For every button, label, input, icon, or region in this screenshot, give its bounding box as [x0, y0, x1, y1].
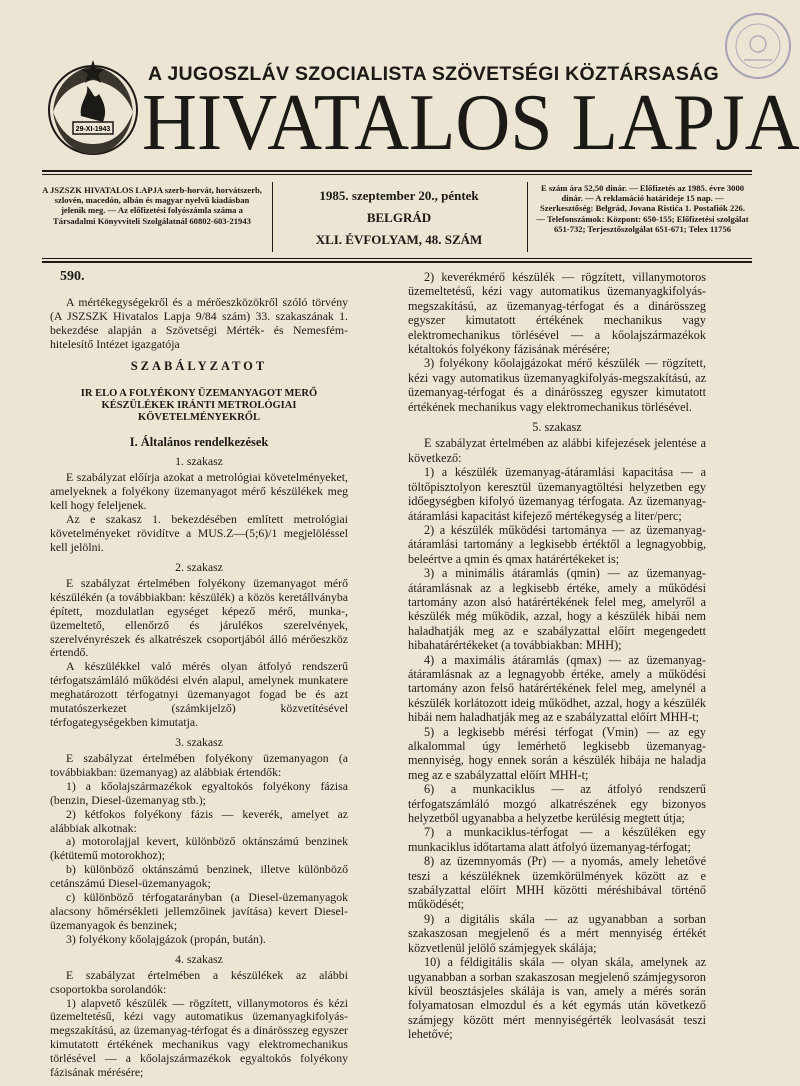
decree-number: 590. [60, 269, 85, 284]
crest-date: 29-XI-1943 [75, 126, 111, 133]
header-bottom-rule [42, 258, 752, 259]
paragraph: E szabályzat értelmében folyékony üzemanyagot mérő készülékén (a továbbiakban: készülék) a közös keretállványba épített, mozdulatlan egységet képező mérő, munka-, üzemeltető, ellenőrző és járulékos szerelvények, szerelvényrészek és alkatrészek csoportjából álló mérőeszköz értendő. [50, 575, 348, 660]
paragraph: E szabályzat értelmében az alábbi kifejezések jelentése a következő: [408, 436, 706, 465]
list-item: 1) a készülék üzemanyag-átáramlási kapacitása — a töltőpisztolyon keresztül üzemanyagtöltési helyzetben egy időegységben kifolyó üzemanyag térfogata. Az üzemanyag-átáramlási kapacitást kifejező mértékegység a liter/perc; [408, 465, 706, 523]
header-top-rule [42, 170, 752, 172]
left-column [50, 270, 348, 1080]
header-bottom-rule-thick [42, 261, 752, 263]
paragraph: A készülékkel való mérés olyan átfolyó rendszerű térfogatszámláló működési elvén alapul, amelynek munkatere meghatározott térfogatnyi üzemanyagot fogad be és azt mutatószerkezet (számkijelző) közvetítésével térfogategységekben kimutatja. [50, 659, 348, 730]
paragraph: Az e szakasz 1. bekezdésében említett metrológiai követelményeket rövidítve a MUS.Z—(5;6)/1 megjelöléssel kell jelölni. [50, 512, 348, 554]
header-divider [272, 182, 273, 252]
paragraph: A mértékegységekről és a mérőeszközökről szóló törvény (A JSZSZK Hivatalos Lapja 9/84 szám) 33. szakaszának 1. bekezdése alapján a Szövetségi Mérték- és Nemesfém-hitelesítő Intézet igazgatója [50, 294, 348, 351]
masthead-title: HIVATALOS LAPJA [142, 79, 800, 167]
issue-city: BELGRÁD [366, 210, 432, 225]
issue-date: 1985. szeptember 20., péntek [319, 188, 479, 203]
chapter-heading: I. Általános rendelkezések [129, 434, 269, 449]
section-heading: 1. szakasz [175, 454, 223, 469]
list-item: 5) a legkisebb mérési térfogat (Vmin) — az egy alkalommal úgy lemérhető legkisebb üzemanyag-mennyiség, hogy ennek során a készülék hibája ne haladja meg az e szabályzattal előírt MHH-t; [408, 724, 706, 782]
list-item: 8) az üzemnyomás (Pr) — a nyomás, amely lehetővé teszi a készüléknek üzemkörülmények között az e szabályzattal előírt MHH közötti méréshibával történő működését; [408, 854, 706, 912]
list-item: 3) folyékony kőolajgázokat mérő készülék — rögzített, kézi vagy automatikus üzemanyagkifolyás-megszakítású, az üzemanyag-térfogat és a dinárösszeg egyszer kimutatott értékének mechanikus vagy elektromechanikus törlésével. [408, 356, 706, 414]
publication-info: A JSZSZK HIVATALOS LAPJA szerb-horvát, horvátszerb, szlovén, macedón, albán és magyar nyelvű kiadásban jelenik meg. — Az előfizetési folyószámla száma a Társadalmi Könyvviteli Szolgálatnál 60802-603-21943 [42, 185, 262, 226]
list-item: 1) alapvető készülék — rögzített, villanymotoros és kézi üzemeltetésű, kézi vagy automatikus üzemanyagkifolyás-megszakítású, az üzemanyag-térfogat és a dinárösszeg egyszer kimutatott értékének mechanikus vagy elektromechanikus törlésével — a kőolajszármazékok egyaltokós folyékony fázisának mérésére; [50, 995, 348, 1080]
section-heading: 5. szakasz [532, 420, 582, 435]
list-item: 9) a digitális skála — az ugyanabban a sorban szakaszosan megjelenő és a mért mennyiség értékét közvetlenül jelölő számjegyek skálája; [408, 911, 706, 955]
paragraph: E szabályzat értelmében a készülékek az alábbi csoportokba sorolandók: [50, 967, 348, 996]
header-top-rule-thin [42, 174, 752, 175]
price-and-contact-info: E szám ára 52,50 dinár. — Előfizetés az 1985. évre 3000 dinár. — A reklamáció határideje 15 nap. — Szerkesztőség: Belgrád, Jovana Ristića 1. Postafiók 226. — Telefonszámok: Központ: 650-155; Előfizetési szolgálat 651-732; Terjesztőszolgálat 651-671; Telex 11756 [536, 183, 749, 234]
header-divider [527, 182, 528, 252]
issue-info [285, 185, 513, 251]
list-item: 2) a készülék működési tartománya — az üzemanyag-átáramlási tartomány a legkisebb értéktől a legnagyobbig, beleértve a qmin és qmax határértékeket is; [408, 522, 706, 566]
list-item: 1) a kőolajszármazékok egyaltokós folyékony fázisa (benzin, Diesel-üzemanyag stb.); [50, 778, 348, 807]
list-item: 7) a munkaciklus-térfogat — a készüléken egy munkaciklus időtartama alatt átfolyó üzemanyag-térfogat; [408, 825, 706, 854]
list-item: b) különböző oktánszámú benzinek, illetve különböző cetánszámú Diesel-üzemanyagok; [50, 862, 348, 891]
list-item: 4) a maximális átáramlás (qmax) — az üzemanyag-átáramlásnak az a legnagyobb értéke, amely a működési tartomány azon felső határértékének felel meg, amelynél a készülék korlátozott ideig működhet, azzal, hogy a készülék hibái nem haladhatják meg az e szabályzattal előírt MHH-t; [408, 652, 706, 725]
list-item: 2) kétfokos folyékony fázis — keverék, amelyet az alábbiak alkotnak: [50, 806, 348, 835]
section-heading: 4. szakasz [175, 951, 223, 966]
list-item: a) motorolajjal kevert, különböző oktánszámú benzinek (kétütemű motorokhoz); [50, 834, 348, 863]
list-item: 6) a munkaciklus — az átfolyó rendszerű térfogatszámláló mozgó alkatrészének egy bizonyos helyzetből ugyanabba a helyzetbe kerülésig megtett útja; [408, 782, 706, 826]
list-item: 3) a minimális átáramlás (qmin) — az üzemanyag-átáramlásnak az a legkisebb értéke, amely a működési tartomány azon alsó határértékének felel meg, amelyről a készülék még működik, azzal, hogy a készülék hibái nem haladhatják meg az e szabályzattal előírt megengedett hibahatárértékeket (a továbbiakban: MHH); [408, 566, 706, 653]
paragraph: E szabályzat előírja azokat a metrológiai követelményeket, amelyeknek a folyékony üzemanyagot mérő készülékek meg kell hogy feleljenek. [50, 470, 348, 513]
list-item: c) különböző térfogatarányban (a Diesel-üzemanyagok alacsony hőmérsékleti jellemzőinek javítása) kevert Diesel-üzemanyagok és benzinek; [50, 890, 348, 932]
masthead-subtitle: A JUGOSZLÁV SZOCIALISTA SZÖVETSÉGI KÖZTÁRSASÁG [148, 63, 720, 85]
issue-volume: XLI. ÉVFOLYAM, 48. SZÁM [315, 232, 483, 247]
section-heading: 3. szakasz [175, 734, 223, 749]
list-item: 10) a féldigitális skála — olyan skála, amelynek az ugyanabban a sorban szakaszosan megjelenő számjegysoron kívül beosztásjeles skálája is van, amely a mérés során folyamatosan elmozdul és a két egymás után következő számjegy között mért mennyiségérték leolvasását teszi lehetővé; [408, 955, 706, 1042]
section-heading: 2. szakasz [175, 559, 223, 574]
paragraph: E szabályzat értelmében folyékony üzemanyagon (a továbbiakban: üzemanyag) az alábbiak értendők: [50, 750, 348, 779]
right-column [408, 270, 706, 1042]
document-subtitle: IR ELO A FOLYÉKONY ÜZEMANYAGOT MERŐ KÉSZÜLÉKEK IRÁNTI METROLÓGIAI KÖVETELMÉNYEKRŐL [80, 387, 318, 423]
yugoslav-coat-of-arms-icon [45, 56, 141, 160]
document-title: SZABÁLYZATOT [130, 358, 268, 373]
list-item: 3) folyékony kőolajgázok (propán, bután). [66, 931, 266, 946]
list-item: 2) keverékmérő készülék — rögzített, villanymotoros üzemeltetésű, kézi vagy automatikus üzemanyagkifolyás-megszakítású, az üzemanyag-térfogat és a dinárösszeg egyszer kimutatott értékének mechanikus vagy elektromechanikus törlésével — a kőolajszármazékok kétaltokós folyékony fázisának mérésére; [408, 270, 706, 357]
